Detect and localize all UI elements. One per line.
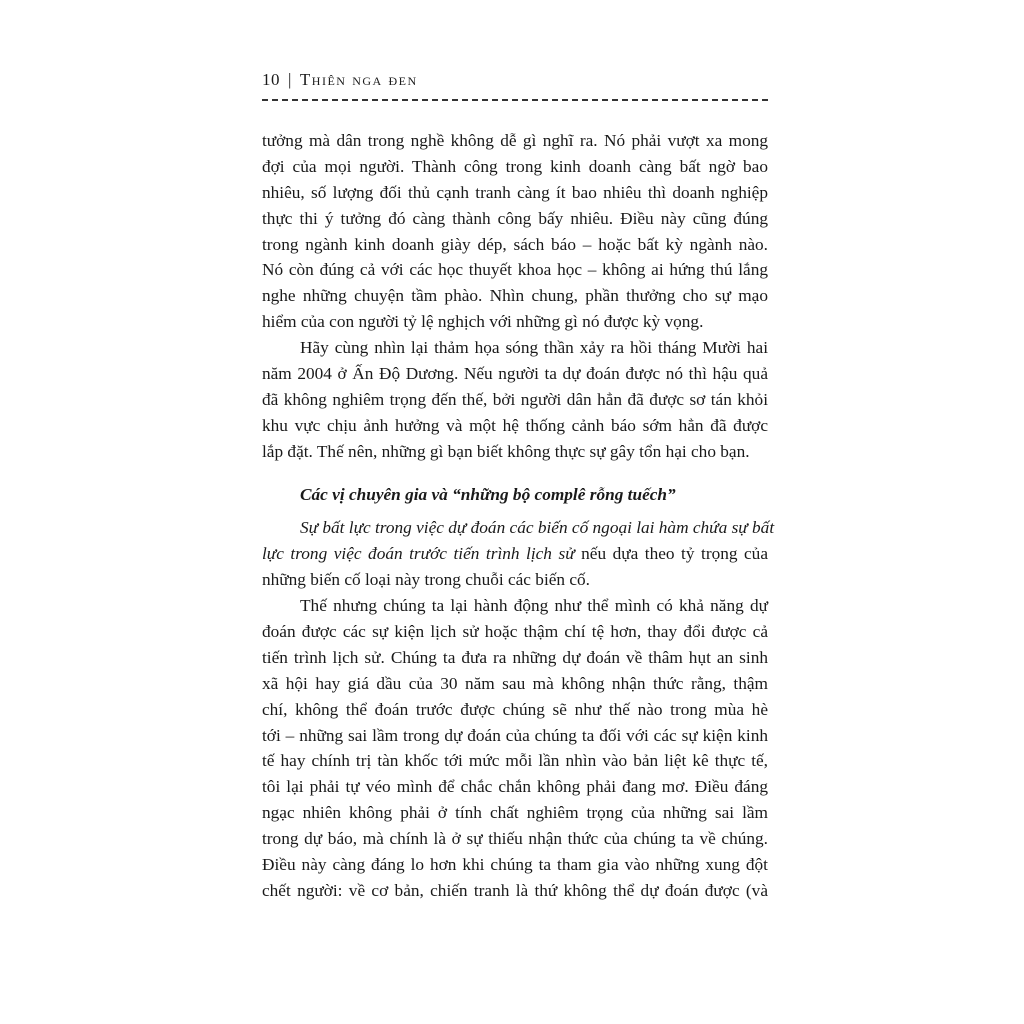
paragraph xyxy=(262,335,768,464)
text-line: nghe những chuyện tầm phào. Nhìn chung, phần thưởng cho sự mạo xyxy=(262,286,768,306)
text-line: khu vực chịu ảnh hưởng và một hệ thống cảnh báo sớm hẳn đã được xyxy=(262,415,768,435)
paragraph xyxy=(262,593,768,904)
text-line: đoán được các sự kiện lịch sử hoặc thậm chí tệ hơn, thay đổi được cả xyxy=(262,622,768,642)
text-line: tôi lại phải tự véo mình để chắc chắn không phải đang mơ. Điều đáng xyxy=(262,777,768,797)
section-heading: Các vị chuyên gia và “những bộ complê rỗng tuếch” xyxy=(300,484,676,504)
italic-text: lực trong việc đoán trước tiến trình lịch sử xyxy=(262,544,575,564)
paragraph xyxy=(262,515,775,593)
text-line: Nó còn đúng cả với các học thuyết khoa học – không ai hứng thú lắng xyxy=(262,260,768,280)
text-line xyxy=(262,515,775,541)
text-line: đợi của mọi người. Thành công trong kinh doanh càng bất ngờ bao xyxy=(262,156,768,176)
text-line: xã hội hay giá dầu của 30 năm sau mà không nhận thức rằng, thậm xyxy=(262,673,768,693)
text-line: trong dự báo, mà chính là ở sự thiếu nhận thức của chúng ta về chúng. xyxy=(262,829,768,849)
paragraph xyxy=(262,128,768,335)
header-separator: | xyxy=(288,70,292,89)
text-line: tới – những sai lầm trong dự đoán của chúng ta đối với các sự kiện kinh xyxy=(262,725,768,745)
header-rule xyxy=(262,99,768,101)
text-line: chết người: về cơ bản, chiến tranh là thứ không thể dự đoán được (và xyxy=(262,880,768,900)
text-line: năm 2004 ở Ấn Độ Dương. Nếu người ta dự đoán được nó thì hậu quả xyxy=(262,364,768,384)
text-line: tiến trình lịch sử. Chúng ta đưa ra những dự đoán về thâm hụt an sinh xyxy=(262,647,768,667)
text-line: Điều này càng đáng lo hơn khi chúng ta tham gia vào những xung đột xyxy=(262,855,768,875)
text-line: tưởng mà dân trong nghề không dễ gì nghĩ ra. Nó phải vượt xa mong xyxy=(262,131,768,150)
text-line: chí, không thể đoán trước được chúng sẽ như thế nào trong mùa hè xyxy=(262,699,768,719)
italic-text: Sự bất lực trong việc dự đoán các biến cố ngoại lai hàm chứa sự bất xyxy=(300,518,775,538)
text-line: ngạc nhiên không phải ở tính chất nghiêm trọng của những sai lầm xyxy=(262,803,768,823)
text-line: đã không nghiêm trọng đến thế, bởi người dân hẳn đã được sơ tán khỏi xyxy=(262,389,768,409)
body-text xyxy=(262,128,775,904)
page-number: 10 xyxy=(262,70,280,89)
text-line: hiểm của con người tỷ lệ nghịch với những gì nó được kỳ vọng. xyxy=(262,312,704,332)
text-line: nhiêu, số lượng đối thủ cạnh tranh càng ít bao nhiêu thì doanh nghiệp xyxy=(262,182,768,202)
text-line: Thế nhưng chúng ta lại hành động như thể mình có khả năng dự xyxy=(300,596,768,616)
running-head xyxy=(262,70,770,96)
text-line: lắp đặt. Thế nên, những gì bạn biết không thực sự gây tổn hại cho bạn. xyxy=(262,441,750,461)
text-line: thực thi ý tưởng đó càng thành công bấy nhiêu. Điều này cũng đúng xyxy=(262,208,768,228)
book-title: Thiên nga đen xyxy=(299,70,418,89)
text-line xyxy=(262,541,768,567)
line-text: nếu dựa theo tỷ trọng của xyxy=(574,544,768,564)
text-line: Hãy cùng nhìn lại thảm họa sóng thần xảy ra hồi tháng Mười hai xyxy=(300,338,768,358)
text-line: trong ngành kinh doanh giày dép, sách báo – hoặc bất kỳ ngành nào. xyxy=(262,234,768,254)
text-line: những biến cố loại này trong chuỗi các biến cố. xyxy=(262,570,591,590)
text-line: tế hay chính trị tàn khốc tới mức mỗi lần nhìn vào bản liệt kê thực tế, xyxy=(262,751,768,771)
